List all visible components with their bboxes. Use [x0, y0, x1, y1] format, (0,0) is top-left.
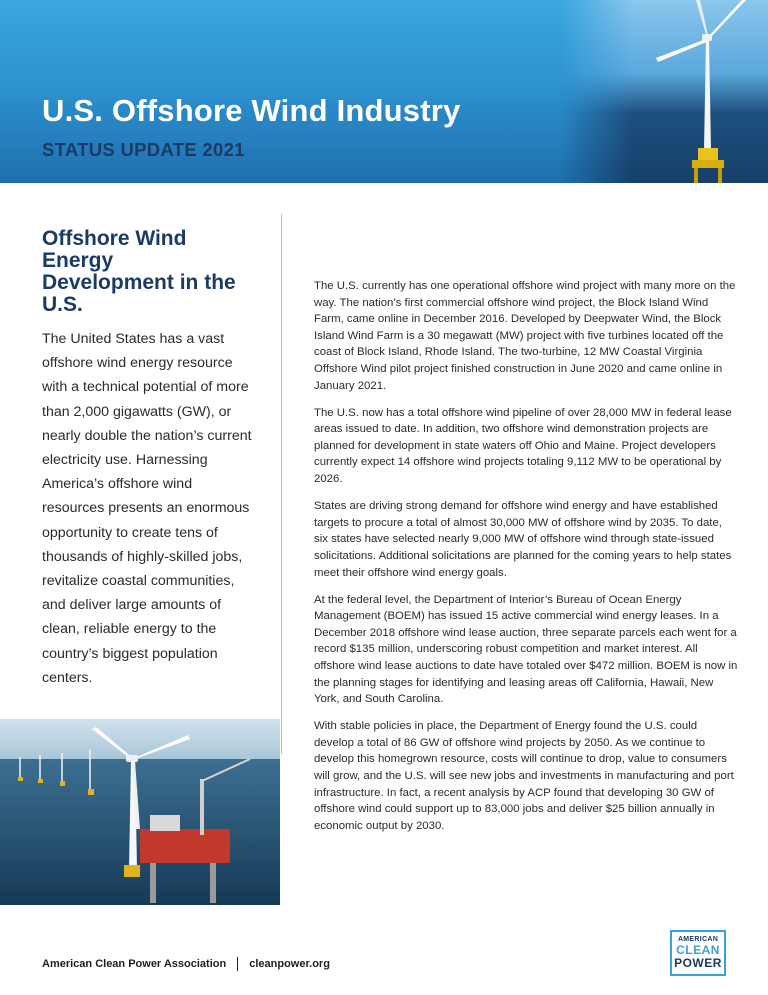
- wind-farm-photo: [0, 719, 280, 905]
- body-paragraph: The U.S. currently has one operational offshore wind project with many more on the way. The nation’s first commercial offshore wind project, the Block Island Wind Farm, came online in December 2016. Developed by Deepwater Wind, the Block Island Wind Farm is a 30 megawatt (MW) project with five turbines located off the coast of Block Island, Rhode Island. The two-turbine, 12 MW Coastal Virginia Offshore Wind pilot project finished construction in June 2020 and came online in January 2021.: [314, 280, 736, 392]
- footer-organization: American Clean Power Association: [42, 958, 227, 970]
- footer: [42, 957, 330, 971]
- header-turbine-image: [648, 0, 768, 183]
- section-heading: Offshore Wind Energy Development in the U.S.: [42, 227, 236, 316]
- page-title: U.S. Offshore Wind Industry: [42, 93, 461, 128]
- body-paragraph: With stable policies in place, the Department of Energy found the U.S. could develop a total of 86 GW of offshore wind projects by 2050. As we continue to develop this homegrown resource, costs will continue to drop, value to consumers will grow, and the U.S. will see new jobs and investments in manufacturing and port infrastructure. In fact, a recent analysis by ACP found that developing 30 GW of offshore wind could support up to 83,000 jobs and deliver $25 billion annually in economic output by 2030.: [314, 720, 734, 832]
- body-text: [314, 278, 738, 845]
- footer-separator: [237, 957, 238, 971]
- page-subtitle: STATUS UPDATE 2021: [42, 139, 245, 160]
- body-paragraph: At the federal level, the Department of Interior’s Bureau of Ocean Energy Management (BOEM) has issued 15 active commercial wind energy leases. In a December 2018 offshore wind lease auction, three separate parcels each went for a record $135 million, underscoring robust competition and market interest. All offshore wind lease auctions to date have totaled over $472 million. BOEM is now in the planning stages for identifying and leasing areas off California, Hawaii, New York, and South Carolina.: [314, 593, 738, 706]
- logo-line-american: AMERICAN: [677, 936, 719, 943]
- body-paragraph: States are driving strong demand for offshore wind energy and have established targets to procure a total of almost 30,000 MW of offshore wind by 2035. To date, six states have selected nearly 9,000 MW of offshore wind through state-issued solicitations. Additional solicitations are planned for the coming years to help states meet their offshore wind energy goals.: [314, 500, 732, 579]
- body-paragraph: The U.S. now has a total offshore wind pipeline of over 28,000 MW in federal lease areas issued to date. In addition, two offshore wind demonstration projects are planned for development in state waters off Ohio and Maine. Project developers currently expect 14 offshore wind projects totaling 9,112 MW to be operational by 2026.: [314, 406, 732, 486]
- acp-logo: [670, 930, 726, 976]
- logo-line-power: POWER: [674, 956, 722, 970]
- header-banner: [0, 0, 768, 183]
- footer-website-link[interactable]: cleanpower.org: [249, 958, 330, 970]
- intro-paragraph: The United States has a vast offshore wind energy resource with a technical potential of more than 2,000 gigawatts (GW), or nearly double the nation’s current electricity use. Harnessing America’s offshore wind resources presents an enormous opportunity to create tens of thousands of highly-skilled jobs, revitalize coastal communities, and deliver large amounts of clean, reliable energy to the country’s biggest population centers.: [42, 331, 252, 686]
- logo-line-clean: CLEAN: [676, 943, 720, 957]
- column-divider: [281, 214, 282, 754]
